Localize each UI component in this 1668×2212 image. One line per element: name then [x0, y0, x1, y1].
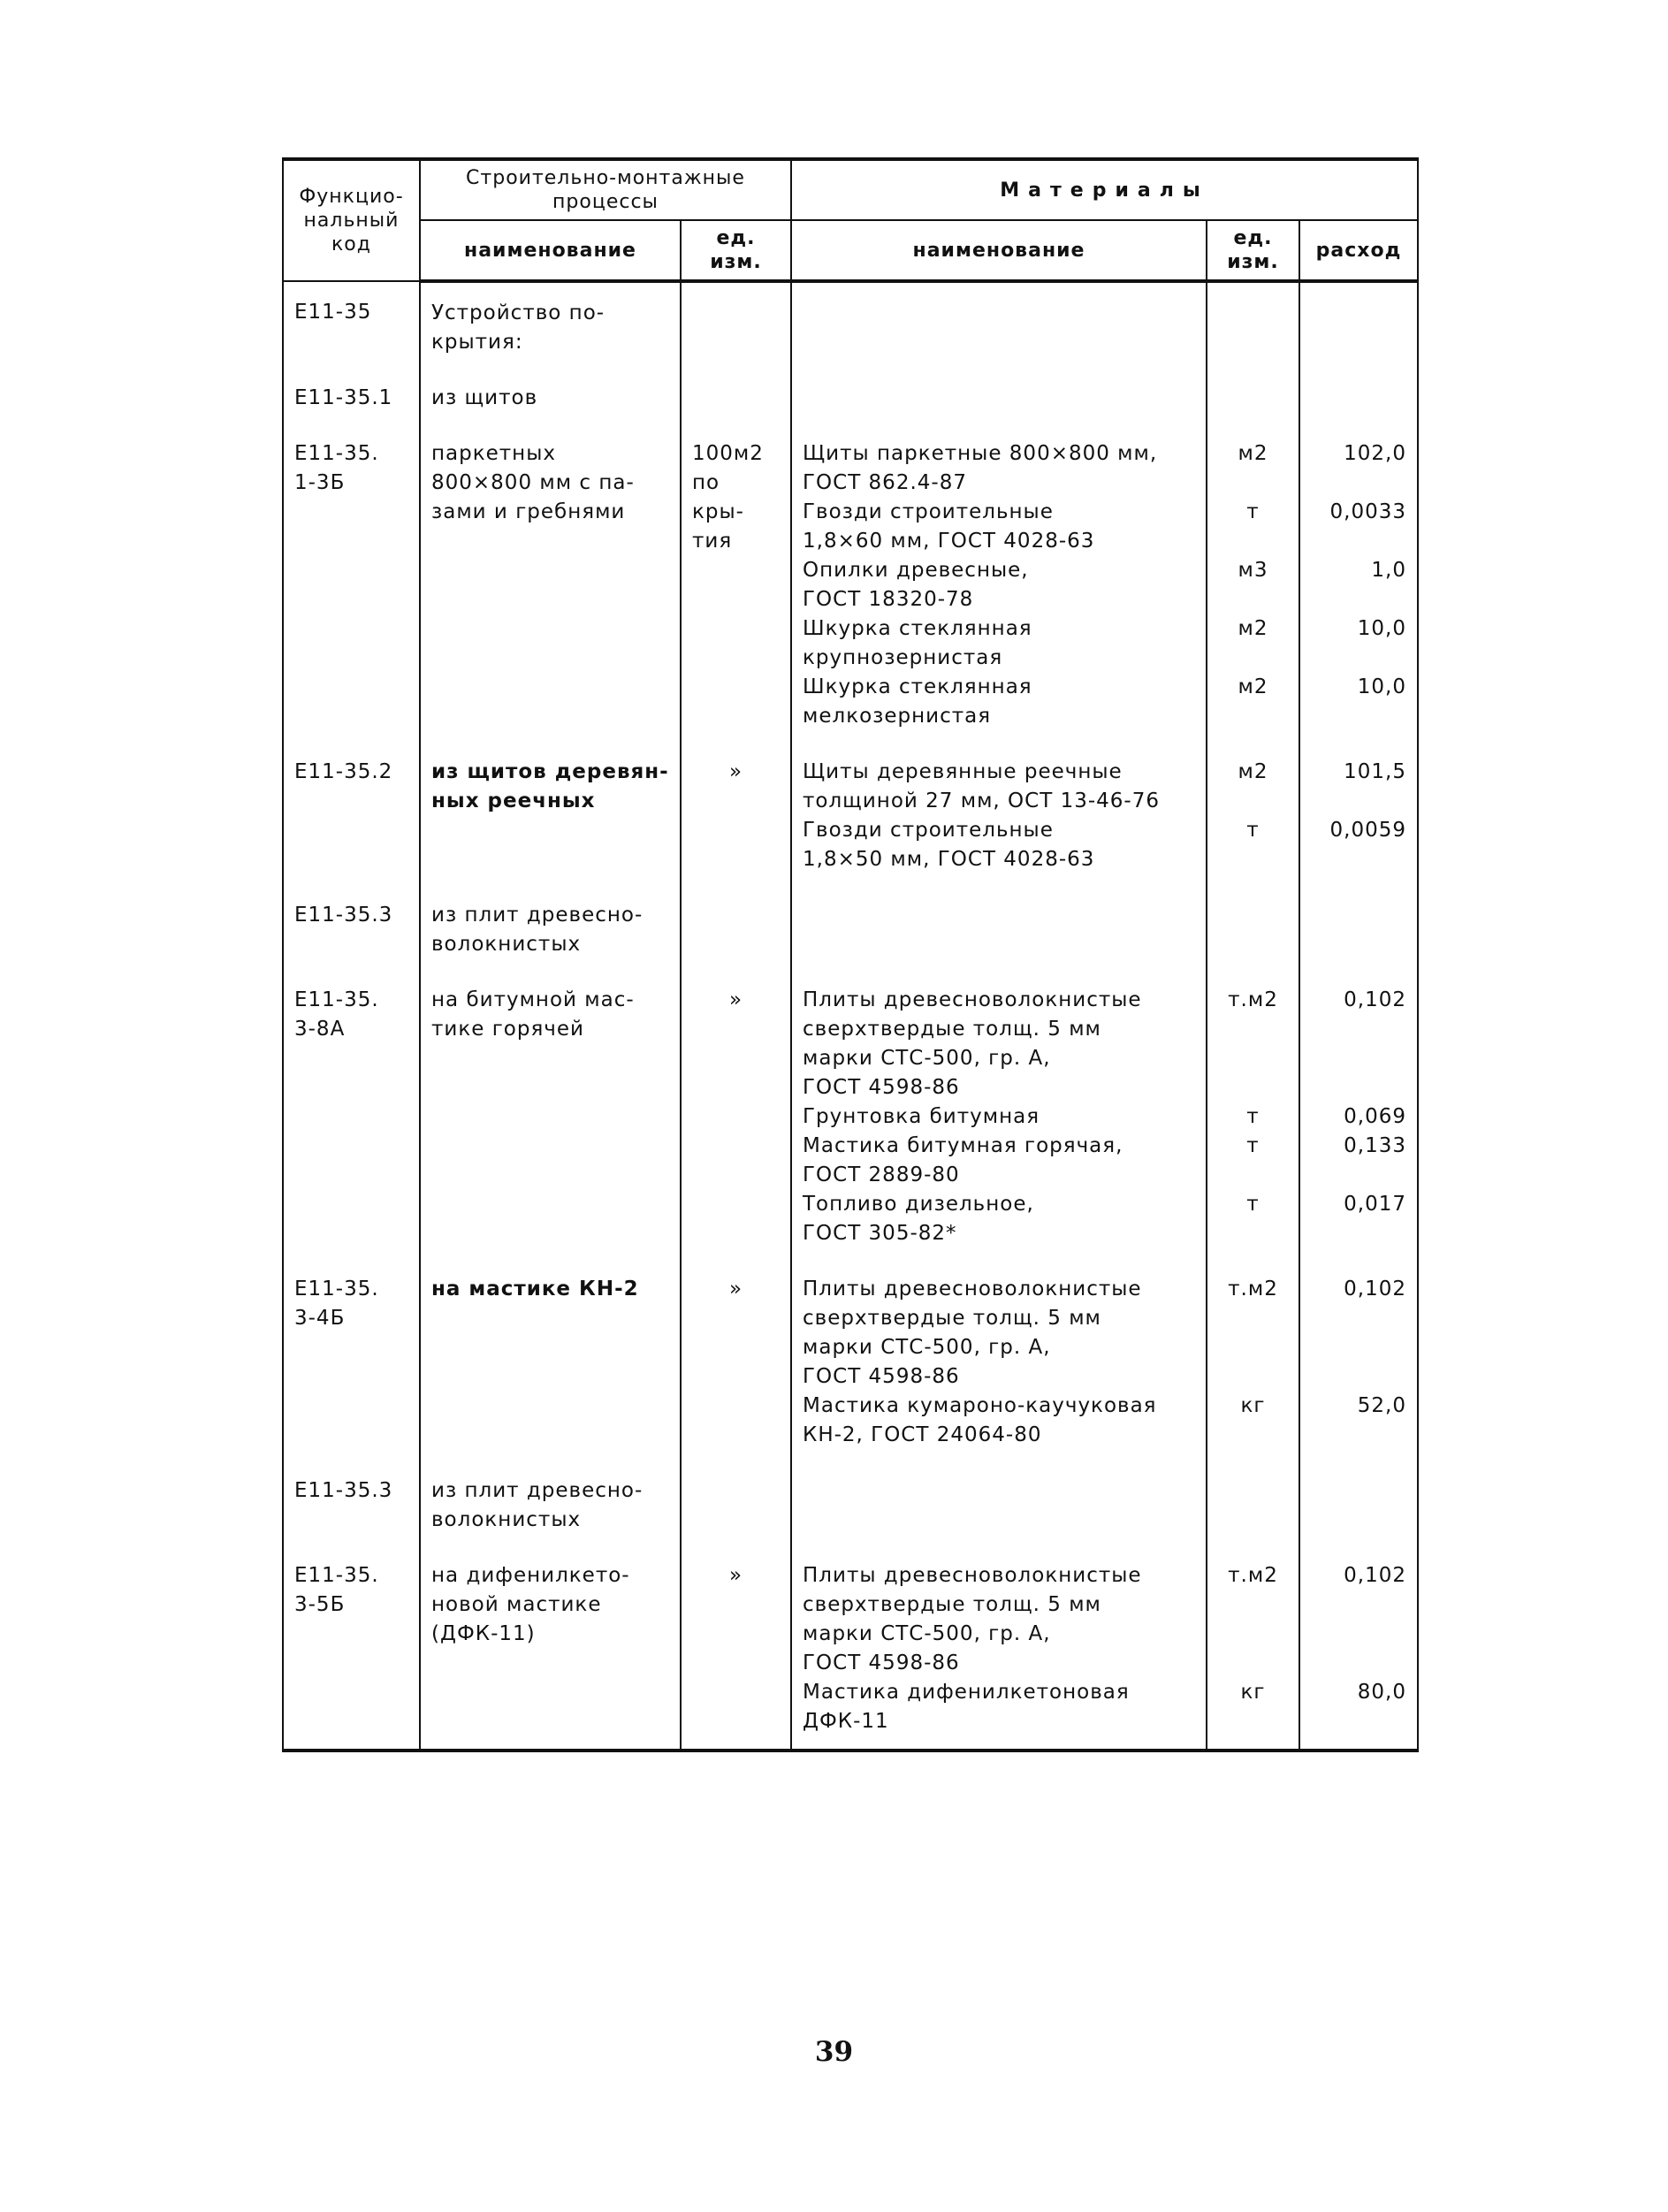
material-name: Плиты древесноволокнистые сверхтвердые толщ. 5 мм марки СТС-500, гр. А, ГОСТ 4598-86	[803, 988, 1142, 1099]
row-spacer	[283, 1450, 1418, 1476]
spacer-cell	[1207, 1248, 1299, 1275]
spacer-cell	[681, 1248, 791, 1275]
material-unit: кг	[1240, 1681, 1266, 1704]
spacer-cell	[283, 357, 420, 384]
material-quantity: 0,0059	[1329, 819, 1406, 842]
material-name: Шкурка стеклянная крупнозернистая	[803, 617, 1032, 669]
material-units	[1207, 439, 1299, 731]
header-materials: Материалы	[791, 159, 1418, 220]
material-name: Опилки древесные, ГОСТ 18320-78	[803, 559, 1029, 611]
function-code: Е11-35	[283, 281, 420, 357]
material-quantities	[1299, 439, 1418, 731]
spacer-cell	[283, 413, 420, 439]
process-unit	[681, 901, 791, 959]
function-code: Е11-35.1	[283, 384, 420, 413]
material-unit: т	[1246, 1105, 1260, 1128]
process-unit: »	[681, 1561, 791, 1751]
function-code: Е11-35.3	[283, 901, 420, 959]
material-quantities	[1299, 758, 1418, 874]
row-spacer	[283, 1248, 1418, 1275]
spacer-cell	[1207, 413, 1299, 439]
spacer-cell	[681, 959, 791, 986]
row-spacer	[283, 413, 1418, 439]
process-name: из плит древесно- волокнистых	[420, 901, 681, 959]
spacer-cell	[1207, 731, 1299, 758]
spacer-cell	[420, 959, 681, 986]
table-row	[283, 1275, 1418, 1450]
material-name: Гвозди строительные 1,8×60 мм, ГОСТ 4028-63	[803, 500, 1095, 553]
header-material-qty: расход	[1299, 220, 1418, 281]
spacer-cell	[283, 874, 420, 901]
spacer-cell	[791, 1248, 1207, 1275]
process-name: из плит древесно- волокнистых	[420, 1476, 681, 1535]
row-spacer	[283, 357, 1418, 384]
spacer-cell	[681, 874, 791, 901]
material-name: Топливо дизельное, ГОСТ 305-82*	[803, 1193, 1034, 1245]
spacer-cell	[791, 1535, 1207, 1561]
table-row	[283, 384, 1418, 413]
table-row	[283, 986, 1418, 1248]
material-name: Мастика кумароно-каучуковая КН-2, ГОСТ 24064-80	[803, 1394, 1157, 1446]
material-names	[791, 901, 1207, 959]
table-row	[283, 758, 1418, 874]
spacer-cell	[420, 874, 681, 901]
material-quantity: 0,133	[1344, 1134, 1406, 1157]
page-number: 39	[814, 2036, 854, 2068]
header-code: Функцио- нальный код	[283, 159, 420, 281]
function-code: Е11-35. 3-8А	[283, 986, 420, 1248]
material-name: Гвозди строительные 1,8×50 мм, ГОСТ 4028-63	[803, 819, 1095, 871]
process-name: из щитов	[420, 384, 681, 413]
spacer-cell	[791, 874, 1207, 901]
spacer-cell	[1207, 357, 1299, 384]
spacer-cell	[420, 1535, 681, 1561]
spacer-cell	[283, 1450, 420, 1476]
process-unit: »	[681, 758, 791, 874]
spacer-cell	[791, 731, 1207, 758]
spacer-cell	[420, 413, 681, 439]
material-name: Щиты паркетные 800×800 мм, ГОСТ 862.4-87	[803, 442, 1158, 494]
material-units	[1207, 901, 1299, 959]
row-spacer	[283, 874, 1418, 901]
material-unit: т.м2	[1228, 1278, 1278, 1301]
spacer-cell	[1299, 357, 1418, 384]
material-unit: т.м2	[1228, 988, 1278, 1011]
process-name: на дифенилкето- новой мастике (ДФК-11)	[420, 1561, 681, 1751]
table-body	[283, 281, 1418, 1751]
table-row	[283, 281, 1418, 357]
spacer-cell	[681, 731, 791, 758]
spacer-cell	[420, 731, 681, 758]
function-code: Е11-35. 3-5Б	[283, 1561, 420, 1751]
material-quantity: 10,0	[1357, 617, 1406, 640]
spacer-cell	[1299, 1450, 1418, 1476]
material-name: Мастика битумная горячая, ГОСТ 2889-80	[803, 1134, 1123, 1186]
material-unit: м2	[1238, 675, 1268, 698]
material-name: Щиты деревянные реечные толщиной 27 мм, ОСТ 13-46-76	[803, 760, 1160, 812]
spacer-cell	[681, 1450, 791, 1476]
process-unit	[681, 1476, 791, 1535]
process-name: на битумной мас- тике горячей	[420, 986, 681, 1248]
material-units	[1207, 986, 1299, 1248]
spacer-cell	[681, 413, 791, 439]
function-code: Е11-35. 3-4Б	[283, 1275, 420, 1450]
spacer-cell	[1207, 874, 1299, 901]
table-row	[283, 901, 1418, 959]
table-row	[283, 1476, 1418, 1535]
material-quantity: 1,0	[1371, 559, 1406, 582]
material-units	[1207, 1561, 1299, 1751]
material-names	[791, 1561, 1207, 1751]
spacer-cell	[1299, 959, 1418, 986]
table-header	[283, 159, 1418, 281]
process-unit	[681, 384, 791, 413]
material-quantity: 102,0	[1344, 442, 1406, 465]
spacer-cell	[791, 357, 1207, 384]
material-name: Плиты древесноволокнистые сверхтвердые толщ. 5 мм марки СТС-500, гр. А, ГОСТ 4598-86	[803, 1278, 1142, 1388]
process-unit: 100м2 по кры- тия	[681, 439, 791, 731]
material-quantities	[1299, 1476, 1418, 1535]
process-name: на мастике КН-2	[420, 1275, 681, 1450]
material-quantities	[1299, 384, 1418, 413]
spacer-cell	[420, 1248, 681, 1275]
spacer-cell	[1299, 1535, 1418, 1561]
process-name: из щитов деревян- ных реечных	[420, 758, 681, 874]
material-name: Грунтовка битумная	[803, 1105, 1040, 1128]
material-quantity: 10,0	[1357, 675, 1406, 698]
material-quantities	[1299, 1561, 1418, 1751]
material-quantities	[1299, 901, 1418, 959]
norms-table	[282, 157, 1419, 1752]
material-units	[1207, 281, 1299, 357]
spacer-cell	[1299, 1248, 1418, 1275]
material-quantity: 52,0	[1357, 1394, 1406, 1417]
header-material-name: наименование	[791, 220, 1207, 281]
spacer-cell	[420, 357, 681, 384]
spacer-cell	[283, 959, 420, 986]
material-names	[791, 1275, 1207, 1450]
spacer-cell	[1299, 413, 1418, 439]
spacer-cell	[791, 413, 1207, 439]
material-quantity: 0,102	[1344, 1564, 1406, 1587]
material-quantities	[1299, 986, 1418, 1248]
material-name: Мастика дифенилкетоновая ДФК-11	[803, 1681, 1130, 1733]
material-quantity: 0,0033	[1329, 500, 1406, 523]
material-units	[1207, 1275, 1299, 1450]
row-spacer	[283, 959, 1418, 986]
material-quantity: 0,102	[1344, 988, 1406, 1011]
table-row	[283, 1561, 1418, 1751]
spacer-cell	[791, 959, 1207, 986]
material-quantity: 0,017	[1344, 1193, 1406, 1216]
material-unit: т	[1246, 1134, 1260, 1157]
material-unit: т	[1246, 500, 1260, 523]
spacer-cell	[1299, 874, 1418, 901]
process-unit: »	[681, 986, 791, 1248]
material-names	[791, 439, 1207, 731]
header-processes: Строительно-монтажные процессы	[420, 159, 791, 220]
process-unit: »	[681, 1275, 791, 1450]
material-names	[791, 1476, 1207, 1535]
process-unit	[681, 281, 791, 357]
spacer-cell	[283, 731, 420, 758]
spacer-cell	[681, 357, 791, 384]
material-names	[791, 384, 1207, 413]
material-names	[791, 758, 1207, 874]
material-unit: м2	[1238, 617, 1268, 640]
header-material-unit: ед. изм.	[1207, 220, 1299, 281]
spacer-cell	[420, 1450, 681, 1476]
material-unit: м3	[1238, 559, 1268, 582]
function-code: Е11-35.2	[283, 758, 420, 874]
material-unit: т	[1246, 1193, 1260, 1216]
material-unit: м2	[1238, 442, 1268, 465]
material-quantity: 0,102	[1344, 1278, 1406, 1301]
function-code: Е11-35. 1-3Б	[283, 439, 420, 731]
material-unit: т.м2	[1228, 1564, 1278, 1587]
material-quantity: 101,5	[1344, 760, 1406, 783]
material-units	[1207, 384, 1299, 413]
header-process-name: наименование	[420, 220, 681, 281]
row-spacer	[283, 1535, 1418, 1561]
spacer-cell	[283, 1248, 420, 1275]
material-quantity: 0,069	[1344, 1105, 1406, 1128]
material-unit: т	[1246, 819, 1260, 842]
spacer-cell	[791, 1450, 1207, 1476]
header-process-unit: ед. изм.	[681, 220, 791, 281]
spacer-cell	[1207, 959, 1299, 986]
function-code: Е11-35.3	[283, 1476, 420, 1535]
table-row	[283, 439, 1418, 731]
spacer-cell	[681, 1535, 791, 1561]
spacer-cell	[1207, 1450, 1299, 1476]
material-quantities	[1299, 1275, 1418, 1450]
material-names	[791, 986, 1207, 1248]
material-name: Плиты древесноволокнистые сверхтвердые толщ. 5 мм марки СТС-500, гр. А, ГОСТ 4598-86	[803, 1564, 1142, 1674]
material-quantities	[1299, 281, 1418, 357]
material-units	[1207, 758, 1299, 874]
material-quantity: 80,0	[1357, 1681, 1406, 1704]
process-name: Устройство по- крытия:	[420, 281, 681, 357]
spacer-cell	[1299, 731, 1418, 758]
process-name: паркетных 800×800 мм с па- зами и гребнями	[420, 439, 681, 731]
material-names	[791, 281, 1207, 357]
row-spacer	[283, 731, 1418, 758]
spacer-cell	[283, 1535, 420, 1561]
material-unit: кг	[1240, 1394, 1266, 1417]
spacer-cell	[1207, 1535, 1299, 1561]
material-unit: м2	[1238, 760, 1268, 783]
material-name: Шкурка стеклянная мелкозернистая	[803, 675, 1032, 728]
material-units	[1207, 1476, 1299, 1535]
